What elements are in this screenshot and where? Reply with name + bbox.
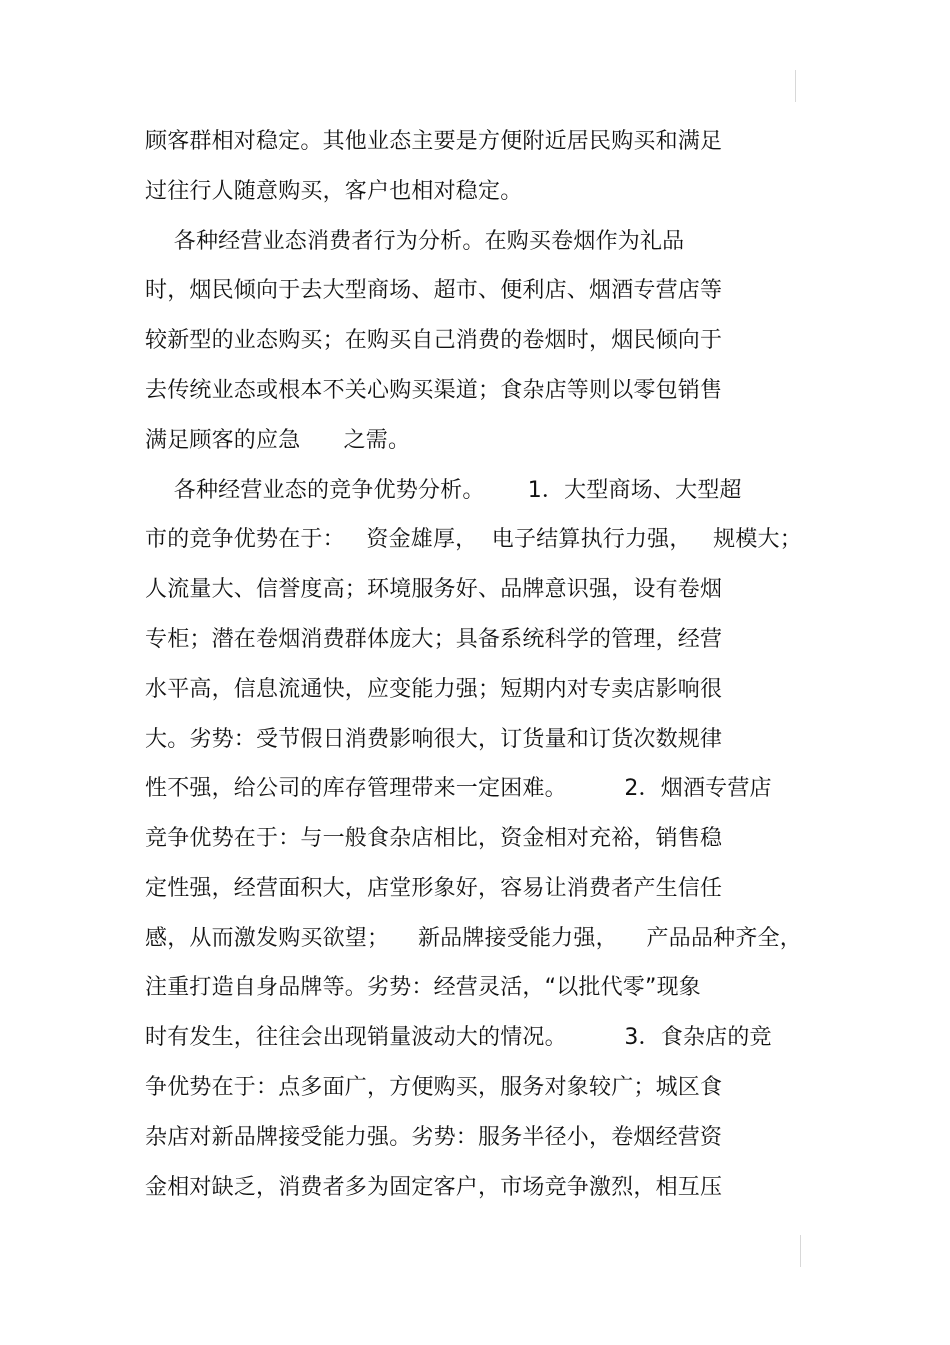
text-line: 人流量大、信誉度高；环境服务好、品牌意识强，设有卷烟 — [145, 577, 723, 602]
text-line: 各种经营业态的竞争优势分析。 1．大型商场、大型超 — [145, 478, 742, 503]
text-line: 各种经营业态消费者行为分析。在购买卷烟作为礼品 — [145, 229, 685, 254]
text-line: 时，烟民倾向于去大型商场、超市、便利店、烟酒专营店等 — [145, 278, 723, 303]
text-line: 性不强，给公司的库存管理带来一定困难。 2．烟酒专营店 — [145, 776, 772, 801]
text-line: 较新型的业态购买；在购买自己消费的卷烟时，烟民倾向于 — [145, 328, 723, 353]
text-line: 注重打造自身品牌等。劣势：经营灵活，“以批代零”现象 — [145, 975, 701, 1000]
page-corner-mark-top — [795, 70, 796, 102]
text-line: 过往行人随意购买，客户也相对稳定。 — [145, 179, 523, 204]
text-line: 满足顾客的应急 之需。 — [145, 428, 411, 453]
text-line: 竞争优势在于：与一般食杂店相比，资金相对充裕，销售稳 — [145, 826, 723, 851]
text-line: 大。劣势：受节假日消费影响很大，订货量和订货次数规律 — [145, 727, 723, 752]
text-line: 定性强，经营面积大，店堂形象好，容易让消费者产生信任 — [145, 876, 723, 901]
text-line: 去传统业态或根本不关心购买渠道；食杂店等则以零包销售 — [145, 378, 723, 403]
text-line: 水平高，信息流通快，应变能力强；短期内对专卖店影响很 — [145, 677, 723, 702]
text-line: 时有发生，往往会出现销量波动大的情况。 3．食杂店的竞 — [145, 1025, 772, 1050]
text-line: 感，从而激发购买欲望； 新品牌接受能力强， 产品品种齐全， — [145, 926, 802, 951]
text-line: 市的竞争优势在于： 资金雄厚， 电子结算执行力强， 规模大； — [145, 527, 802, 552]
text-line: 杂店对新品牌接受能力强。劣势：服务半径小，卷烟经营资 — [145, 1125, 723, 1150]
page-corner-mark-bottom — [800, 1235, 801, 1267]
text-line: 争优势在于：点多面广，方便购买，服务对象较广；城区食 — [145, 1075, 723, 1100]
text-line: 专柜；潜在卷烟消费群体庞大；具备系统科学的管理，经营 — [145, 627, 723, 652]
text-line: 顾客群相对稳定。其他业态主要是方便附近居民购买和满足 — [145, 129, 723, 154]
text-line: 金相对缺乏，消费者多为固定客户，市场竞争激烈，相互压 — [145, 1175, 723, 1200]
